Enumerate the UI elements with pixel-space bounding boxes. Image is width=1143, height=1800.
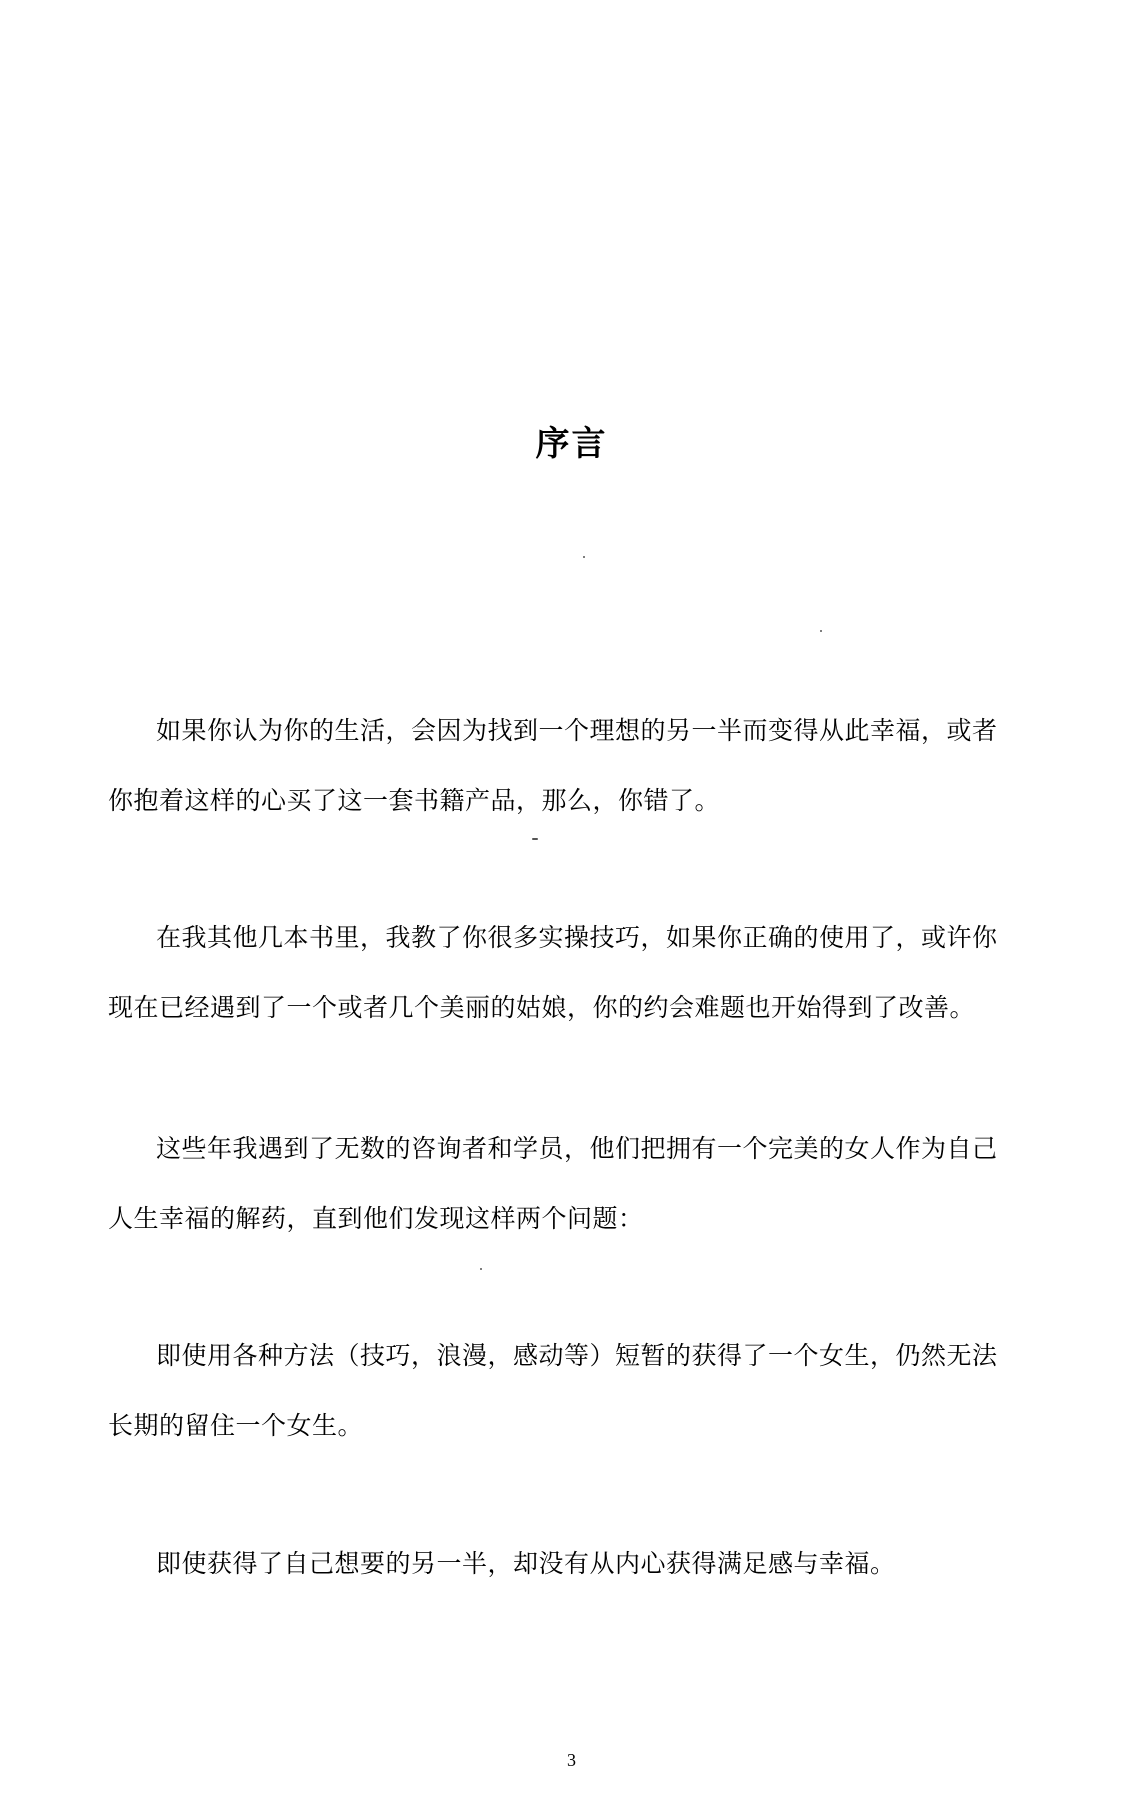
paragraph-line: 在我其他几本书里，我教了你很多实操技巧，如果你正确的使用了，或许你: [156, 923, 998, 952]
page-number: 3: [567, 1750, 576, 1770]
paragraph-line: 长期的留住一个女生。: [108, 1411, 364, 1440]
paragraph-line: 这些年我遇到了无数的咨询者和学员，他们把拥有一个完美的女人作为自己: [156, 1134, 998, 1163]
paragraph-line: 现在已经遇到了一个或者几个美丽的姑娘，你的约会难题也开始得到了改善。: [108, 993, 976, 1022]
scan-speck: [480, 1268, 482, 1270]
paragraph-line: 你抱着这样的心买了这一套书籍产品，那么，你错了。: [108, 786, 721, 815]
scan-speck: [820, 630, 822, 632]
scan-speck: [532, 838, 538, 840]
paragraph-line: 即使获得了自己想要的另一半，却没有从内心获得满足感与幸福。: [156, 1549, 896, 1578]
page-title: 序言: [535, 424, 608, 464]
paragraph-3: [108, 1114, 1038, 1254]
paragraph-1: [108, 696, 1038, 836]
paragraph-4: [108, 1321, 1038, 1461]
paragraph-2: [108, 903, 1038, 1043]
paragraph-line: 人生幸福的解药，直到他们发现这样两个问题：: [108, 1204, 644, 1233]
paragraph-line: 如果你认为你的生活，会因为找到一个理想的另一半而变得从此幸福，或者: [156, 716, 998, 745]
paragraph-line: 即使用各种方法（技巧，浪漫，感动等）短暂的获得了一个女生，仍然无法: [156, 1341, 998, 1370]
paragraph-5: [108, 1529, 1038, 1599]
scan-speck: [583, 556, 585, 558]
